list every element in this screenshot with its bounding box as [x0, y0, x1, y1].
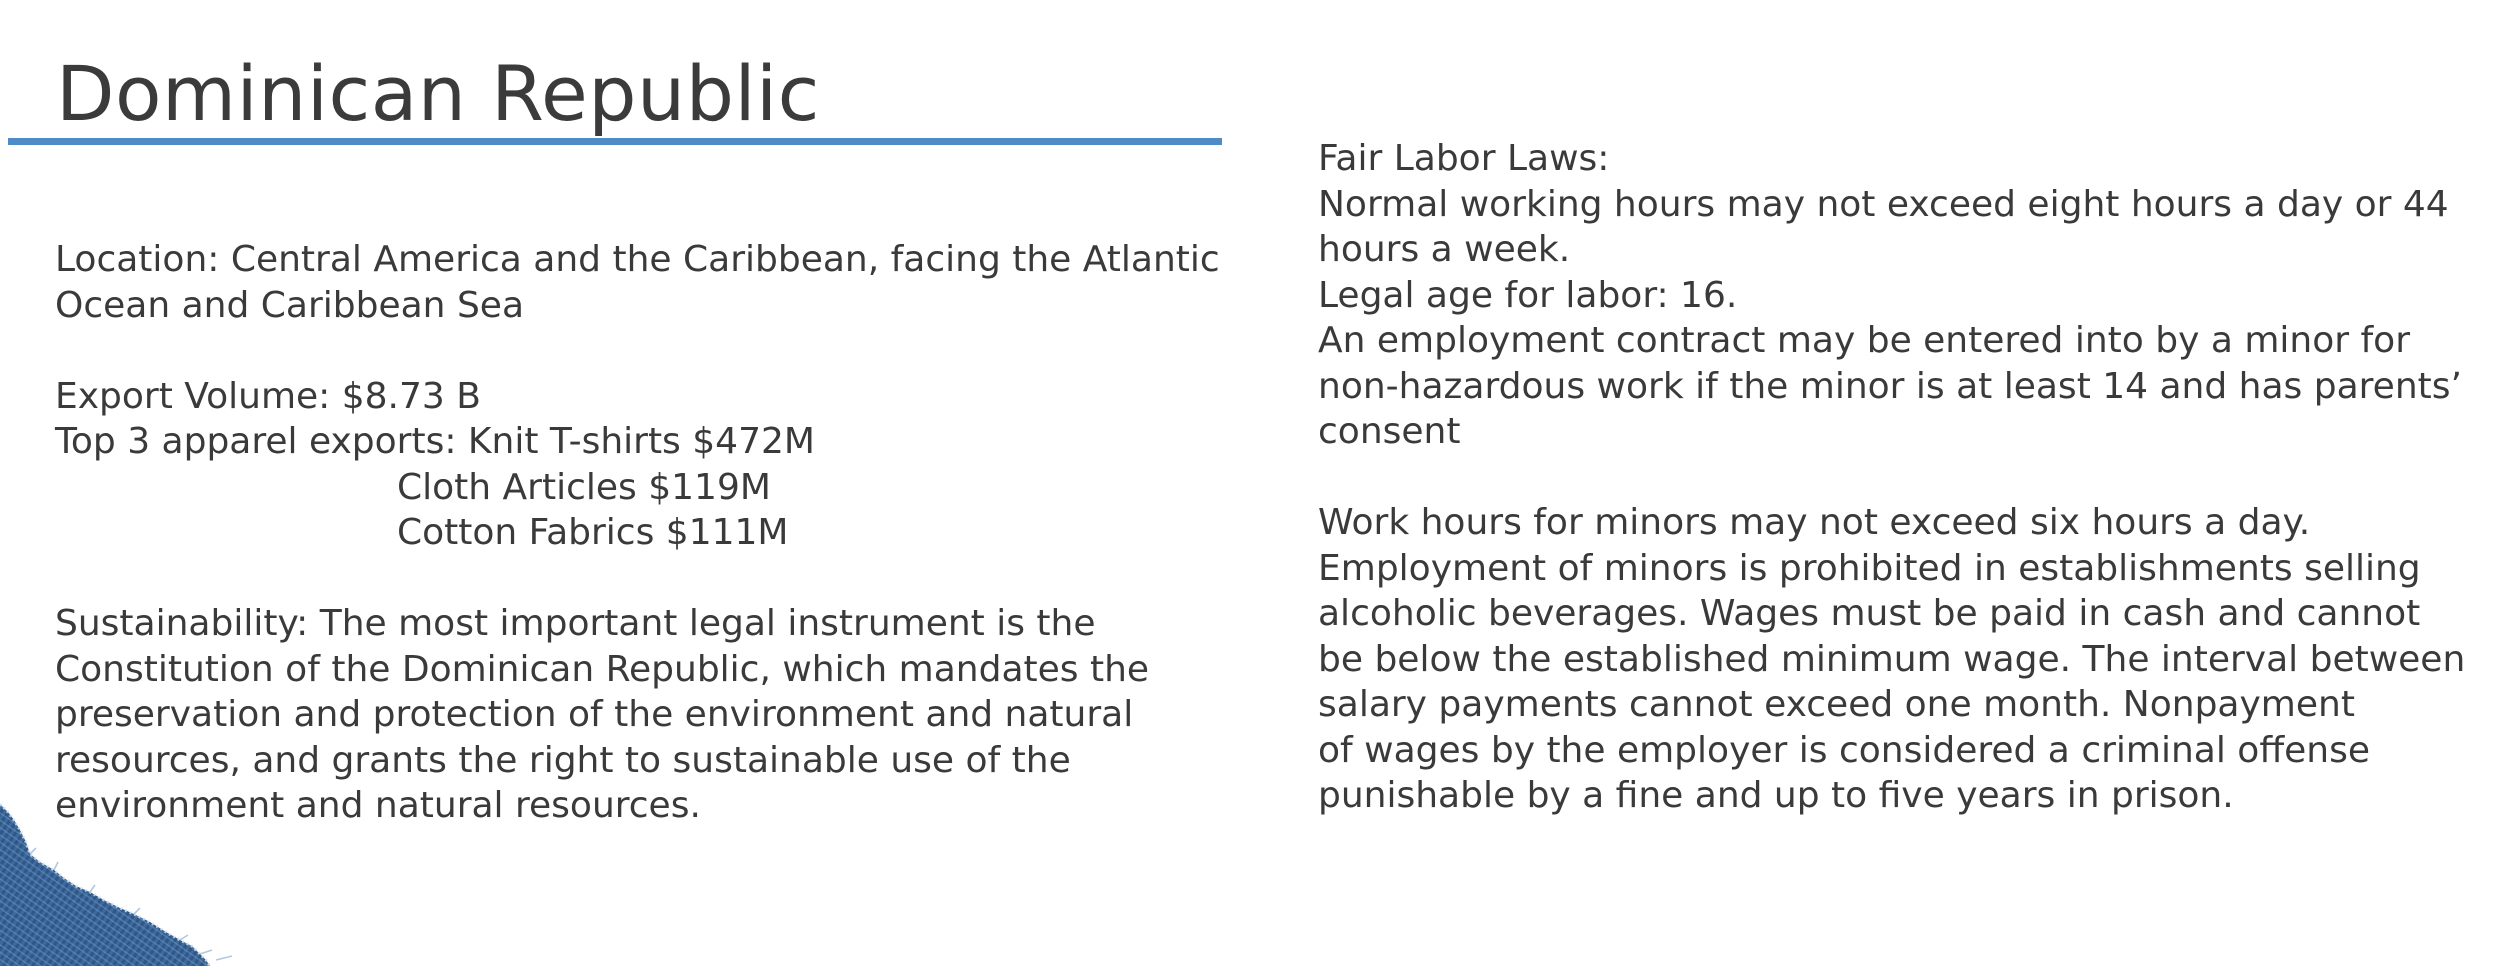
labor-heading: Fair Labor Laws: — [1318, 138, 1610, 179]
sustainability-line: preservation and protection of the environment and natural — [55, 694, 1134, 735]
location-line: Ocean and Caribbean Sea — [55, 284, 525, 326]
right-column — [1318, 136, 2498, 819]
top-exports-list — [55, 419, 1255, 556]
export-volume: Export Volume: $8.73 B — [55, 375, 481, 417]
labor-line: An employment contract may be entered into by a minor for — [1318, 320, 2411, 361]
location-line: Location: Central America and the Caribbean, facing the Atlantic — [55, 239, 1220, 280]
denim-fabric-image — [0, 790, 260, 966]
labor-line: non-hazardous work if the minor is at least 14 and has parents’ — [1318, 365, 2462, 407]
export-item: Cotton Fabrics $111M — [397, 512, 789, 553]
labor-line: Employment of minors is prohibited in establishments selling — [1318, 547, 2421, 589]
labor-line: salary payments cannot exceed one month. Nonpayment — [1318, 684, 2355, 725]
left-column — [55, 237, 1255, 829]
labor-line: consent — [1318, 411, 1461, 452]
labor-line: Legal age for labor: 16. — [1318, 274, 1738, 316]
sustainability-line: environment and natural resources. — [55, 785, 701, 826]
labor-line: alcoholic beverages. Wages must be paid in cash and cannot — [1318, 593, 2421, 634]
title-underline — [8, 138, 1222, 145]
sustainability-line: Constitution of the Dominican Republic, which mandates the — [55, 648, 1150, 690]
location-paragraph — [55, 237, 1255, 328]
labor-line: punishable by a fine and up to five years in prison. — [1318, 775, 2234, 816]
labor-line: be below the established minimum wage. The interval between — [1318, 638, 2466, 680]
page-title: Dominican Republic — [56, 49, 820, 138]
export-item: Cloth Articles $119M — [397, 466, 771, 508]
sustainability-line: Sustainability: The most important legal instrument is the — [55, 603, 1096, 644]
labor-paragraph-2 — [1318, 500, 2498, 819]
labor-line: hours a week. — [1318, 229, 1571, 270]
export-item: Top 3 apparel exports: Knit T-shirts $472M — [55, 421, 815, 462]
labor-paragraph-1 — [1318, 182, 2498, 455]
labor-line: of wages by the employer is considered a criminal offense — [1318, 729, 2370, 771]
denim-fabric-shape — [0, 804, 210, 966]
labor-line: Normal working hours may not exceed eight hours a day or 44 — [1318, 183, 2449, 225]
sustainability-line: resources, and grants the right to sustainable use of the — [55, 739, 1071, 781]
labor-line: Work hours for minors may not exceed six hours a day. — [1318, 502, 2311, 543]
